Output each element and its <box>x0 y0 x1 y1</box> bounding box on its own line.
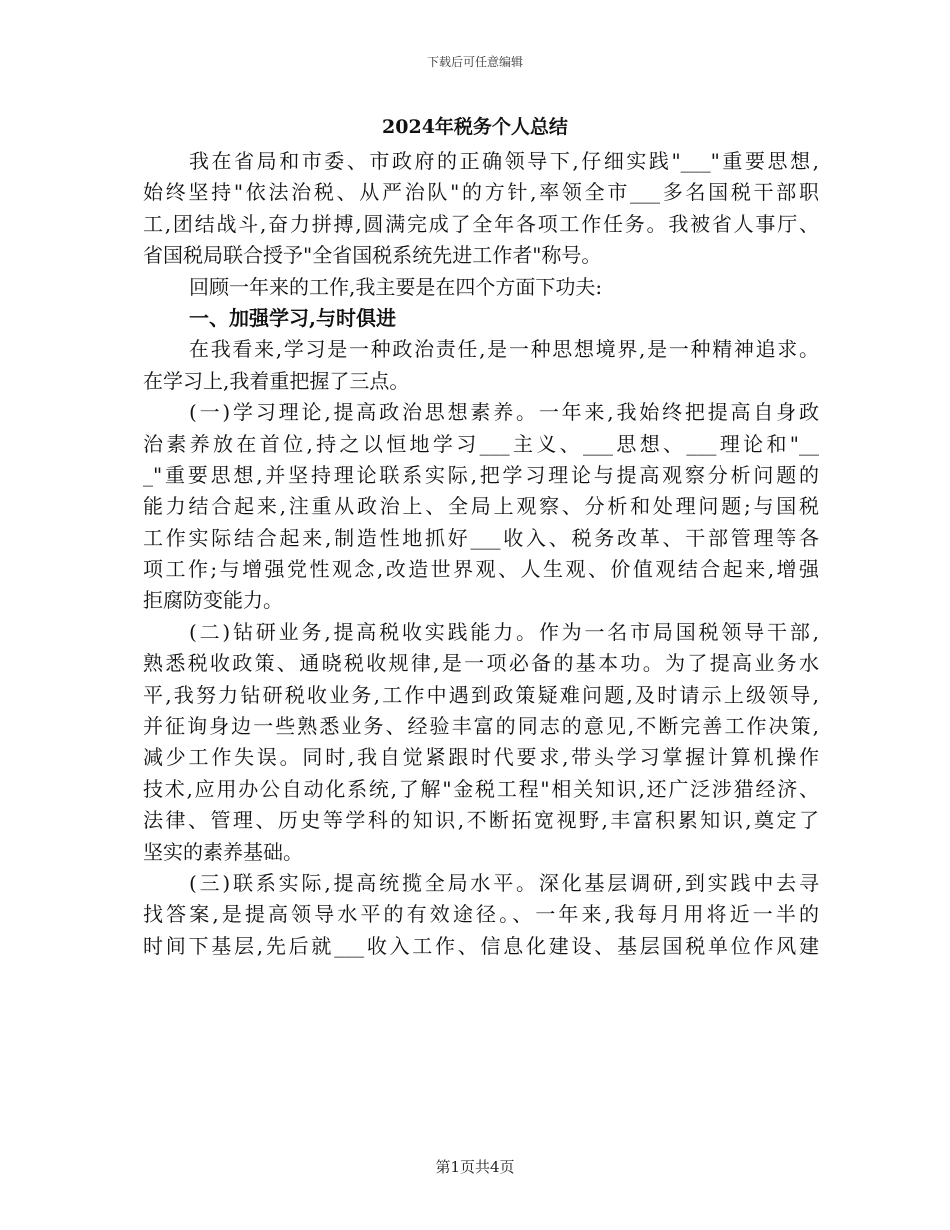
page-footer: 第1页共4页 <box>435 1158 515 1176</box>
body-line: 回顾一年来的工作,我主要是在四个方面下功夫: <box>189 274 603 299</box>
body-line: 工作实际结合起来,制造性地抓好___收入、税务改革、干部管理等各 <box>143 525 819 550</box>
body-line: 并征询身边一些熟悉业务、经验丰富的同志的意见,不断完善工作决策, <box>143 714 819 739</box>
body-line: 时间下基层,先后就___收入工作、信息化建设、基层国税单位作风建 <box>143 933 819 958</box>
body-line: 坚实的素养基础。 <box>143 839 303 864</box>
body-line: 技术,应用办公自动化系统,了解"金税工程"相关知识,还广泛涉猎经济、 <box>143 776 819 801</box>
body-line: 工,团结战斗,奋力拼搏,圆满完成了全年各项工作任务。我被省人事厅、 <box>143 211 819 236</box>
section-heading: 一、加强学习,与时俱进 <box>189 305 396 330</box>
body-line: (一)学习理论,提高政治思想素养。一年来,我始终把提高自身政 <box>189 400 819 425</box>
body-line: 拒腐防变能力。 <box>143 588 283 613</box>
body-line: 我在省局和市委、市政府的正确领导下,仔细实践"___"重要思想, <box>189 149 819 173</box>
body-line: 法律、管理、历史等学科的知识,不断拓宽视野,丰富积累知识,奠定了 <box>143 808 819 833</box>
document-title: 2024年税务个人总结 <box>382 116 568 138</box>
body-line: 项工作;与增强党性观念,改造世界观、人生观、价值观结合起来,增强 <box>143 557 819 582</box>
body-line: 省国税局联合授予"全省国税系统先进工作者"称号。 <box>143 243 602 268</box>
body-line: 能力结合起来,注重从政治上、全局上观察、分析和处理问题;与国税 <box>143 494 819 519</box>
body-line: 在我看来,学习是一种政治责任,是一种思想境界,是一种精神追求。 <box>189 337 819 362</box>
body-line: (二)钻研业务,提高税收实践能力。作为一名市局国税领导干部, <box>189 619 819 644</box>
body-line: 熟悉税收政策、通晓税收规律,是一项必备的基本功。为了提高业务水 <box>143 651 819 676</box>
body-line: 治素养放在首位,持之以恒地学习___主义、___思想、___理论和"__ <box>143 431 819 456</box>
body-line: _"重要思想,并坚持理论联系实际,把学习理论与提高观察分析问题的 <box>143 462 819 487</box>
body-line: 在学习上,我着重把握了三点。 <box>143 368 410 393</box>
body-line: 找答案,是提高领导水平的有效途径。、一年来,我每月用将近一半的 <box>143 902 819 927</box>
page-header: 下载后可任意编辑 <box>426 55 523 69</box>
document-body <box>143 146 819 962</box>
body-line: 平,我努力钻研税收业务,工作中遇到政策疑难问题,及时请示上级领导, <box>143 682 819 707</box>
body-line: 减少工作失误。同时,我自觉紧跟时代要求,带头学习掌握计算机操作 <box>143 745 819 770</box>
body-line: (三)联系实际,提高统揽全局水平。深化基层调研,到实践中去寻 <box>189 870 819 895</box>
body-line: 始终坚持"依法治税、从严治队"的方针,率领全市___多名国税干部职 <box>143 180 819 205</box>
